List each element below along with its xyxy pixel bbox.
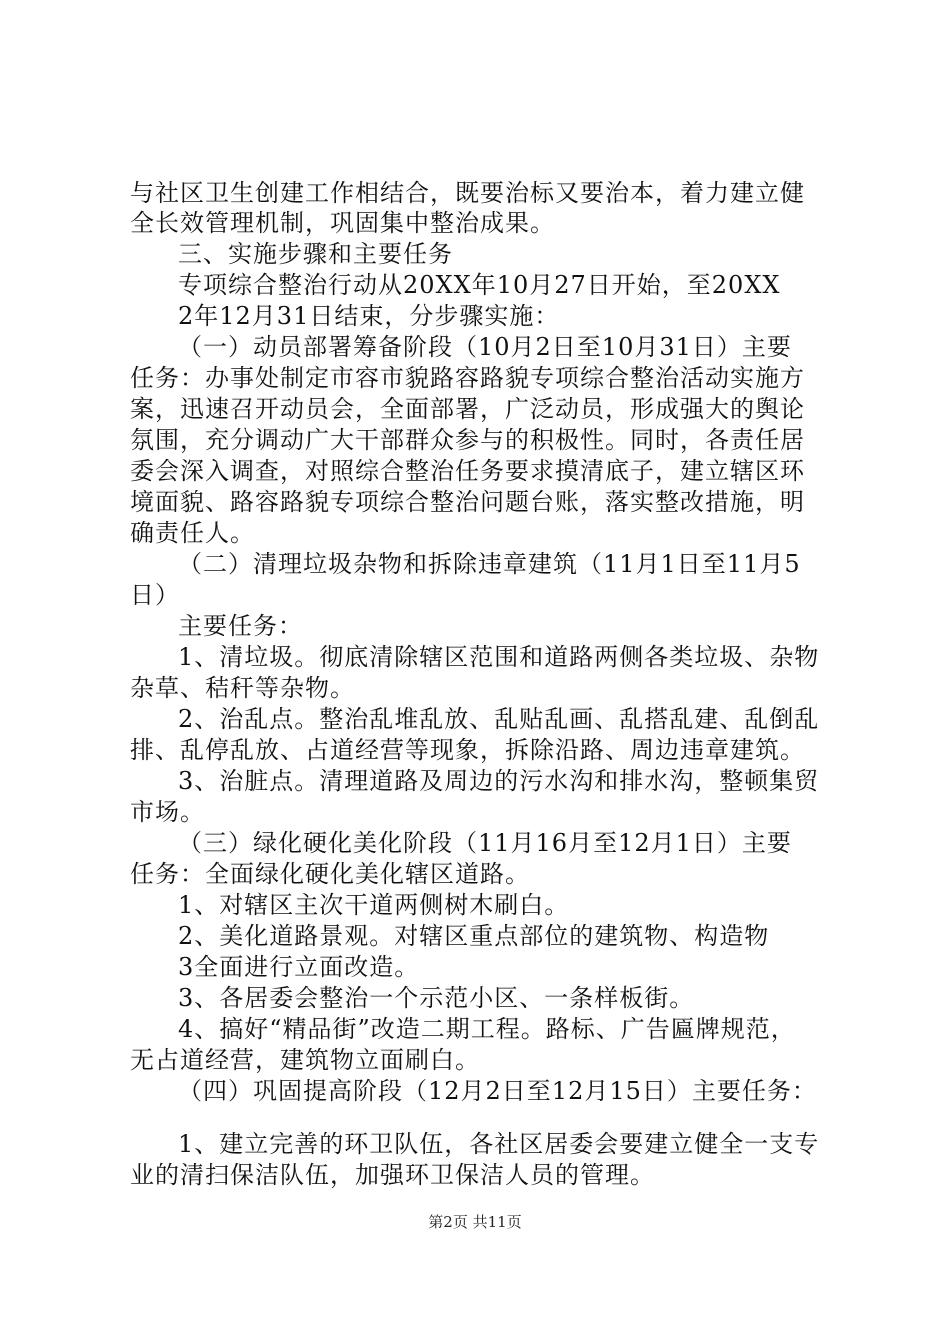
text-line: 专项综合整治行动从20XX年10月27日开始，至20XX xyxy=(178,271,781,299)
section-heading: 三、实施步骤和主要任务 xyxy=(178,240,453,268)
text-line: 全长效管理机制，巩固集中整治成果。 xyxy=(130,209,555,237)
subsection-heading: （三）绿化硬化美化阶段（11月16月至12月1日）主要 xyxy=(178,829,792,857)
text-line: 2年12月31日结束，分步骤实施： xyxy=(178,302,560,330)
text-line: 确责任人。 xyxy=(130,519,255,547)
list-item: 2、美化道路景观。对辖区重点部位的建筑物、构造物 xyxy=(178,922,770,950)
text-line: 市场。 xyxy=(130,798,205,826)
subsection-heading: （二）清理垃圾杂物和拆除违章建筑（11月1日至11月5 xyxy=(178,550,801,578)
subsection-heading: （四）巩固提高阶段（12月2日至12月15日）主要任务： xyxy=(178,1077,817,1105)
text-line: 任务：办事处制定市容市貌路容路貌专项综合整治活动实施方 xyxy=(130,364,805,392)
text-line: 杂草、秸秆等杂物。 xyxy=(130,674,355,702)
text-line: 任务：全面绿化硬化美化辖区道路。 xyxy=(130,860,530,888)
text-line: 案，迅速召开动员会，全面部署，广泛动员，形成强大的舆论 xyxy=(130,395,805,423)
text-line: 日） xyxy=(130,581,180,609)
page-number: 第2页 共11页 xyxy=(428,1213,522,1231)
text-line: 3全面进行立面改造。 xyxy=(178,953,420,981)
list-item: 1、建立完善的环卫队伍，各社区居委会要建立健全一支专 xyxy=(178,1130,820,1158)
list-item: 3、治脏点。清理道路及周边的污水沟和排水沟，整顿集贸 xyxy=(178,767,820,795)
text-line: 与社区卫生创建工作相结合，既要治标又要治本，着力建立健 xyxy=(130,179,805,207)
text-line: 无占道经营，建筑物立面刷白。 xyxy=(130,1046,480,1074)
list-item: 4、搞好“精品街”改造二期工程。路标、广告匾牌规范， xyxy=(178,1015,796,1043)
list-item: 2、治乱点。整治乱堆乱放、乱贴乱画、乱搭乱建、乱倒乱 xyxy=(178,705,820,733)
text-line: 排、乱停乱放、占道经营等现象，拆除沿路、周边违章建筑。 xyxy=(130,736,805,764)
list-item: 1、对辖区主次干道两侧树木刷白。 xyxy=(178,891,570,919)
text-line: 委会深入调查，对照综合整治任务要求摸清底子，建立辖区环 xyxy=(130,457,805,485)
text-line: 境面貌、路容路貌专项综合整治问题台账，落实整改措施，明 xyxy=(130,488,805,516)
list-item: 1、清垃圾。彻底清除辖区范围和道路两侧各类垃圾、杂物 xyxy=(178,643,820,671)
text-line: 氛围，充分调动广大干部群众参与的积极性。同时，各责任居 xyxy=(130,426,805,454)
subsection-heading: （一）动员部署筹备阶段（10月2日至10月31日）主要 xyxy=(178,333,792,361)
text-line: 业的清扫保洁队伍，加强环卫保洁人员的管理。 xyxy=(130,1161,655,1189)
text-line: 主要任务： xyxy=(178,612,303,640)
list-item: 3、各居委会整治一个示范小区、一条样板街。 xyxy=(178,984,695,1012)
